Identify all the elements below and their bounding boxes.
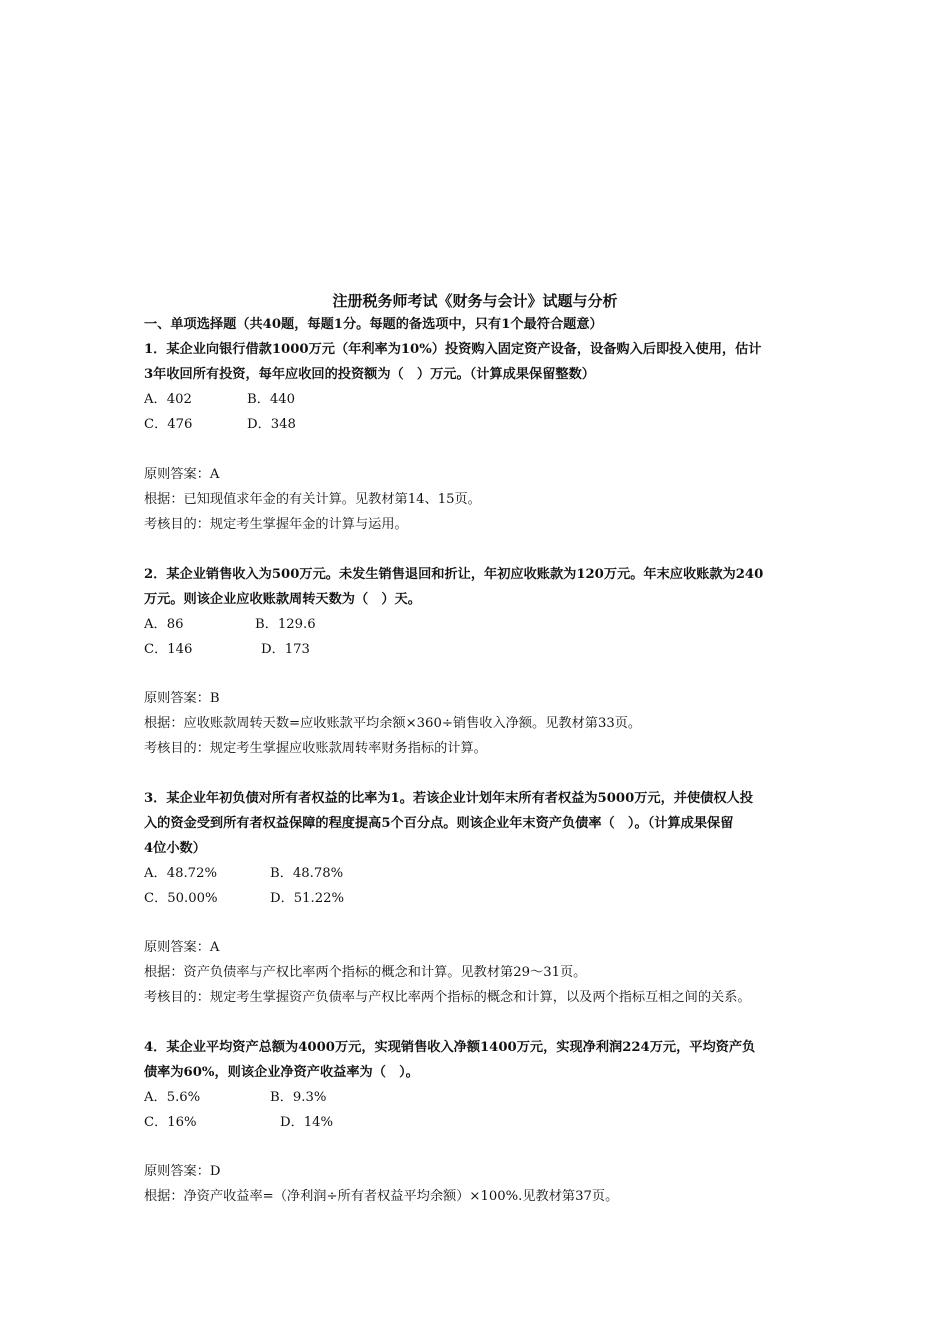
question-3-stem-line-1: 3．某企业年初负债对所有者权益的比率为1。若该企业计划年末所有者权益为5000万元，并使债权人投	[144, 791, 753, 806]
question-3-basis: 根据：资产负债率与产权比率两个指标的概念和计算。见教材第29～31页。	[144, 965, 587, 980]
question-1-option-b: B．440	[247, 392, 296, 407]
document-title: 注册税务师考试《财务与会计》试题与分析	[332, 292, 618, 310]
question-4-option-c: C．16%	[144, 1115, 197, 1130]
question-2-basis: 根据：应收账款周转天数=应收账款平均余额×360÷销售收入净额。见教材第33页。	[144, 716, 642, 731]
question-1-option-d: D．348	[247, 417, 296, 432]
question-1-answer: 原则答案：A	[144, 467, 220, 482]
question-4-option-d: D．14%	[280, 1115, 334, 1130]
question-2-option-b: B．129.6	[255, 617, 316, 632]
question-3-answer: 原则答案：A	[144, 940, 220, 955]
question-1-stem-line-2: 3年收回所有投资，每年应收回的投资额为（ ）万元。（计算成果保留整数）	[144, 367, 595, 382]
question-3-objective: 考核目的：规定考生掌握资产负债率与产权比率两个指标的概念和计算，以及两个指标互相之间的关系。	[144, 990, 751, 1005]
question-3-option-c: C．50.00%	[144, 891, 218, 906]
question-2-objective: 考核目的：规定考生掌握应收账款周转率财务指标的计算。	[144, 741, 487, 756]
question-1-objective: 考核目的：规定考生掌握年金的计算与运用。	[144, 517, 408, 532]
question-4-answer: 原则答案：D	[144, 1164, 221, 1179]
question-1-option-a: A．402	[144, 392, 192, 407]
question-4-basis: 根据：净资产收益率=（净利润÷所有者权益平均余额）×100%.见教材第37页。	[144, 1189, 619, 1204]
question-2-option-d: D．173	[261, 642, 310, 657]
question-3-stem-line-3: 4位小数）	[144, 841, 206, 856]
question-4-option-a: A．5.6%	[144, 1090, 201, 1105]
question-2-stem-line-1: 2．某企业销售收入为500万元。未发生销售退回和折让，年初应收账款为120万元。年末应收账款为240	[144, 567, 764, 582]
question-1-basis: 根据：已知现值求年金的有关计算。见教材第14、15页。	[144, 492, 481, 507]
question-2-answer: 原则答案：B	[144, 691, 220, 706]
question-3-stem-line-2: 入的资金受到所有者权益保障的程度提高5个百分点。则该企业年末资产负债率（ ）。（计算成果保留	[144, 816, 734, 831]
question-2-option-a: A．86	[144, 617, 184, 632]
question-1-stem-line-1: 1．某企业向银行借款1000万元（年利率为10%）投资购入固定资产设备，设备购入后即投入使用，估计	[144, 342, 762, 357]
question-4-stem-line-1: 4．某企业平均资产总额为4000万元，实现销售收入净额1400万元，实现净利润224万元，平均资产负	[144, 1040, 756, 1055]
question-3-option-b: B．48.78%	[270, 866, 344, 881]
section-heading: 一、单项选择题（共40题，每题1分。每题的备选项中，只有1个最符合题意）	[144, 317, 603, 332]
question-3-option-d: D．51.22%	[270, 891, 345, 906]
question-1-option-c: C．476	[144, 417, 193, 432]
question-3-option-a: A．48.72%	[144, 866, 217, 881]
question-4-option-b: B．9.3%	[270, 1090, 327, 1105]
question-2-option-c: C．146	[144, 642, 193, 657]
question-2-stem-line-2: 万元。则该企业应收账款周转天数为（ ）天。	[144, 592, 421, 607]
question-4-stem-line-2: 债率为60%，则该企业净资产收益率为（ ）。	[144, 1065, 419, 1080]
